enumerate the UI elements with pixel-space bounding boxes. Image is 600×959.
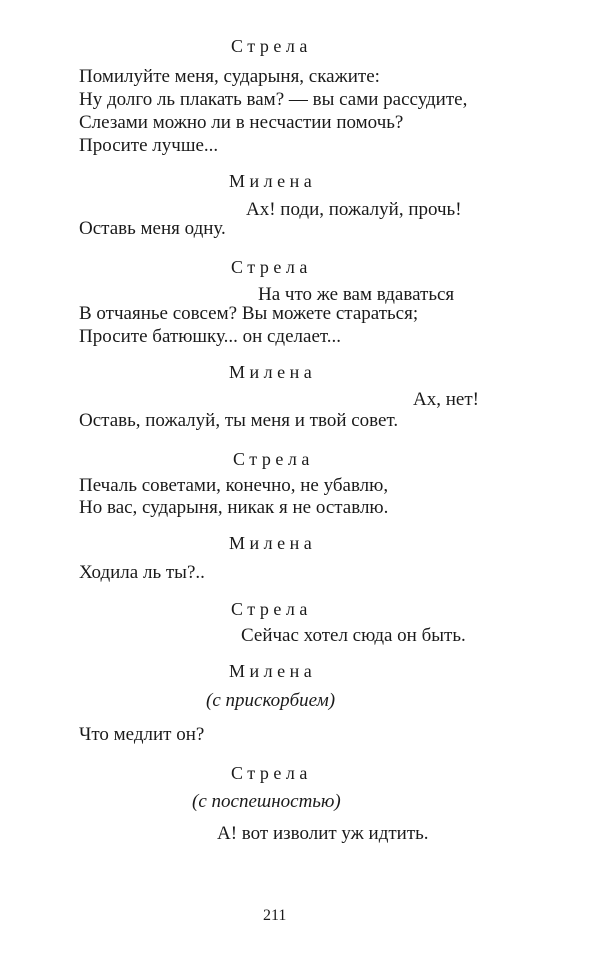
verse-line: А! вот изволит уж идтить. bbox=[217, 823, 429, 844]
verse-line: Ну долго ль плакать вам? — вы сами рассудите, bbox=[79, 89, 468, 110]
verse-line: В отчаянье совсем? Вы можете стараться; bbox=[79, 303, 419, 324]
verse-line: Ах, нет! bbox=[413, 389, 479, 410]
verse-line: Что медлит он? bbox=[79, 724, 205, 745]
speaker-name: Милена bbox=[229, 171, 317, 191]
verse-line: На что же вам вдаваться bbox=[258, 284, 455, 305]
verse-line: Печаль советами, конечно, не убавлю, bbox=[79, 475, 389, 496]
speaker-name: Стрела bbox=[231, 36, 312, 56]
verse-line: Но вас, сударыня, никак я не оставлю. bbox=[79, 497, 389, 518]
verse-line: Ах! поди, пожалуй, прочь! bbox=[246, 199, 462, 220]
page-number: 211 bbox=[263, 907, 287, 924]
speaker-name: Стрела bbox=[231, 763, 312, 783]
speaker-name: Стрела bbox=[231, 599, 312, 619]
speaker-name: Милена bbox=[229, 661, 317, 681]
stage-direction: (с поспешностью) bbox=[192, 791, 341, 812]
stage-direction: (с прискорбием) bbox=[206, 690, 336, 711]
speaker-name: Стрела bbox=[231, 257, 312, 277]
speaker-name: Милена bbox=[229, 533, 317, 553]
verse-line: Оставь меня одну. bbox=[79, 218, 226, 239]
verse-line: Слезами можно ли в несчастии помочь? bbox=[79, 112, 404, 133]
verse-line: Помилуйте меня, сударыня, скажите: bbox=[79, 66, 380, 87]
speaker-name: Милена bbox=[229, 362, 317, 382]
verse-line: Просите лучше... bbox=[79, 135, 219, 156]
verse-line: Просите батюшку... он сделает... bbox=[79, 326, 342, 347]
verse-line: Сейчас хотел сюда он быть. bbox=[241, 625, 466, 646]
verse-line: Ходила ль ты?.. bbox=[79, 562, 205, 583]
speaker-name: Стрела bbox=[233, 449, 314, 469]
verse-line: Оставь, пожалуй, ты меня и твой совет. bbox=[79, 410, 399, 431]
